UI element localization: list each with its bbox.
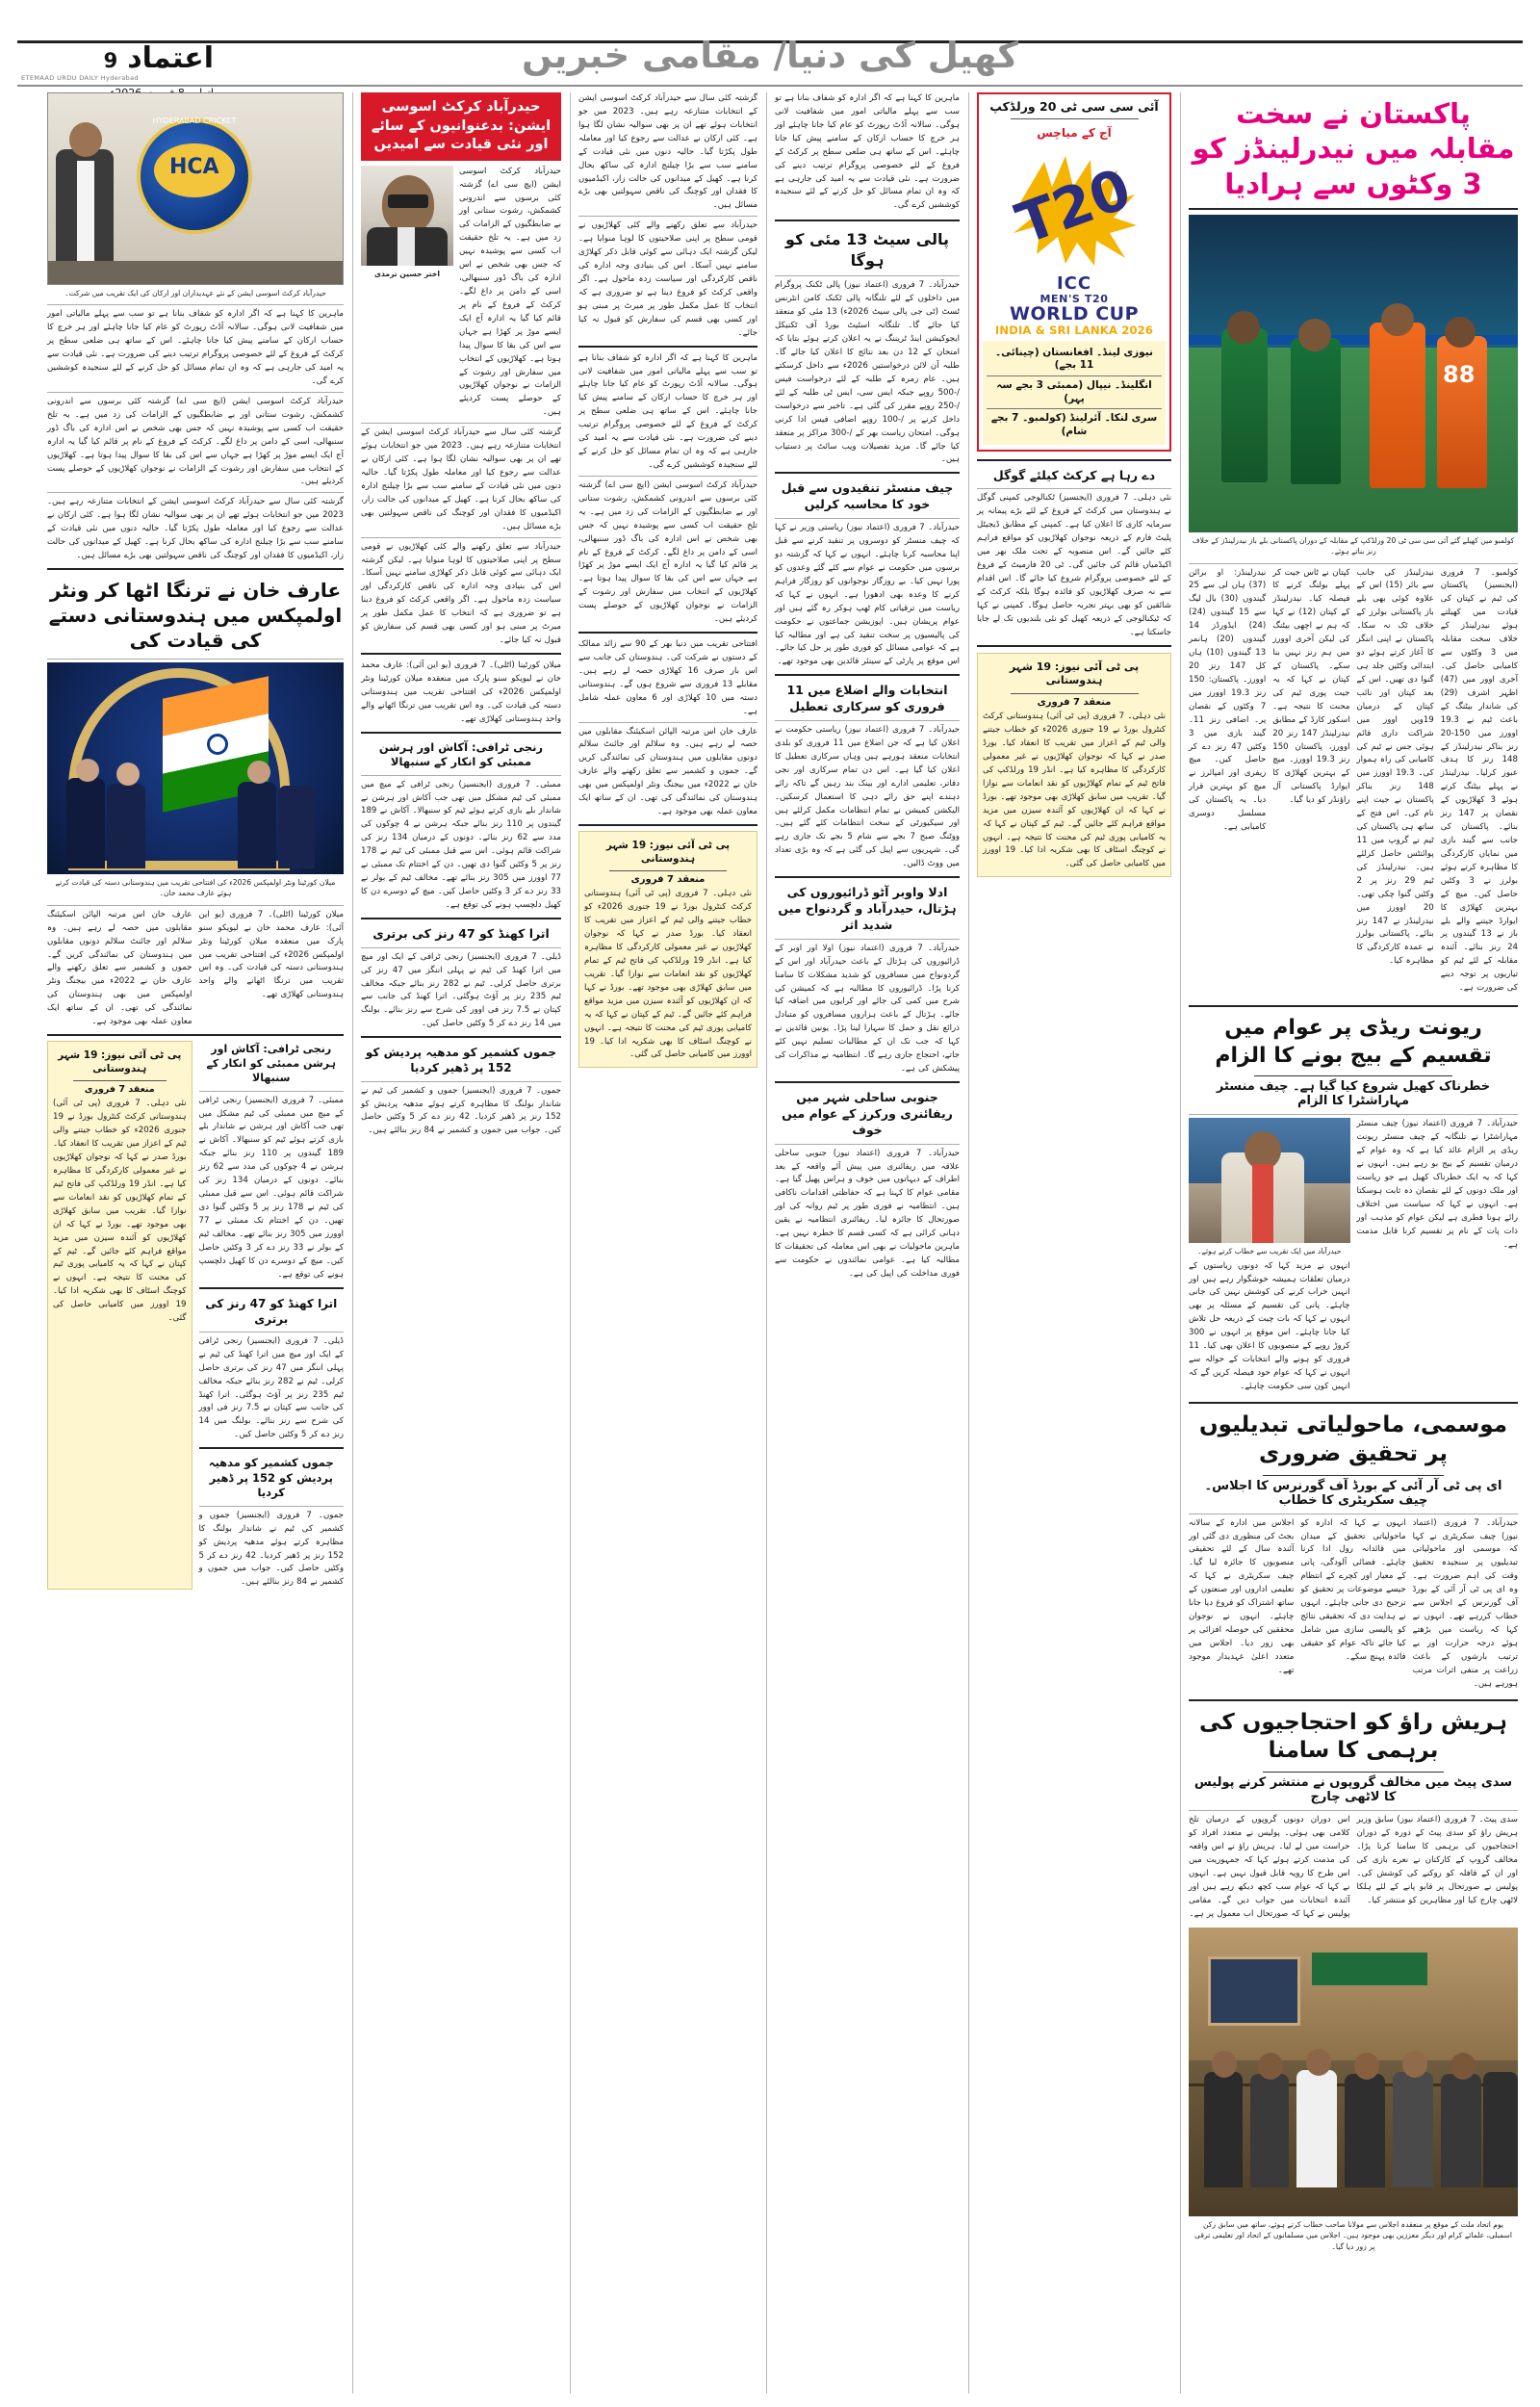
paper-name: اعتماد <box>127 41 214 75</box>
lead-photo-caption: کولمبو میں کھیلے گئے آئی سی سی ٹی 20 ورلڈکپ کے مقابلہ کے دوران پاکستانی بلے باز نیدرلینڈز کے خلاف رنز بناتے ہوئے۔ <box>1192 535 1515 556</box>
t20-host-text: INDIA & SRI LANKA 2026 <box>994 323 1154 337</box>
column-divider <box>968 92 969 2394</box>
divider <box>775 275 960 276</box>
t20-logo-svg <box>1002 144 1146 270</box>
section-title: کھیل کی دنیا/ مقامی خبریں <box>522 35 1018 76</box>
divider <box>47 568 344 570</box>
ranji2-headline-2: اترا کھنڈ کو 47 رنز کی برتری <box>205 1296 338 1326</box>
petrol-headline: جنوبی ساحلی شہر میں ریفائنری ورکرز کے عوام میں خوف <box>782 1090 953 1137</box>
jammu-headline-2: جموں کشمیر کو مدھیہ پردیش کو 152 پر ڈھیر کردیا <box>208 1456 334 1500</box>
revanth-headline: ریونت ریڈی پر عوام میں تقسیم کے بیج بونے کا الزام <box>1215 1016 1492 1068</box>
t20-mens-text: MEN'S T20 <box>1040 293 1109 306</box>
divider <box>199 1506 345 1507</box>
divider <box>361 918 561 919</box>
polycet-headline: پالی سیٹ 13 مئی کو ہوگا <box>785 230 949 270</box>
divider <box>199 1332 345 1333</box>
column-e <box>356 92 566 2394</box>
column-f <box>42 92 348 2394</box>
t20-logo <box>983 141 1166 275</box>
hca-group-caption: حیدرآباد کرکٹ اسوسی ایشن کے نئے عہدیداران اور ارکان کی ایک تقریب میں شرکت۔ <box>64 289 326 298</box>
divider <box>1263 1475 1444 1476</box>
revanth-body-right: حیدرآباد۔ 7 فروری (اعتماد نیوز) چیف منسٹر مہاراشٹرا نے تلنگانہ کے چیف منسٹر ریونت ریڈی پر الزام عائد کیا ہے کہ وہ عوام کے درمیان تقسیم کے بیج بو رہے ہیں۔ انہوں نے کہا کہ یہ ایک خطرناک کھیل ہے جو ریاست اور ملک دونوں کے لئے نقصان دہ ثابت ہوسکتا ہے۔ انہوں نے کہا کہ سیاست میں اختلاف رائے ہونا فطری ہے لیکن عوام کو مذہب اور ذات پات کے نام پر تقسیم کرنا قابل مذمت ہے۔ <box>1356 1119 1518 1250</box>
pti-lower-headline: پی ٹی آئی نیوز: 19 شہر ہندوستانی <box>605 840 731 866</box>
ranji-body-2: ممبئی۔ 7 فروری (ایجنسیز) رنجی ٹرافی کے میچ میں ممبئی کی ٹیم مشکل میں تھی جب آکاش اور ہرشن نے شاندار بلے بازی کرتے ہوئے ٹیم کو سنبھالا۔ آکاش نے 189 گیندوں پر 110 رنز بنائے جبکہ ہرشن نے 4 چوکوں کی مدد سے 62 رنز بنائے۔ دونوں کے درمیان 134 رنز کی شراکت قائم ہوئی۔ اس سے قبل ممبئی کی ٹیم نے 178 رنز پر 5 وکٹیں گنوا دی تھیں۔ دن کے اختتام تک ممبئی نے 77 اوورز میں 305 رنز بنائے تھے۔ مخالف ٹیم کے بولر نے 33 رنز دے کر 3 وکٹیں حاصل کیں۔ میچ کے دوسرے دن کا کھیل دلچسپ ہونے کی توقع ہے۔ <box>198 1095 345 1280</box>
t20-fixtures-list <box>983 341 1166 445</box>
svg-text:T20: T20 <box>1008 155 1140 257</box>
fixture-item: انگلینڈ۔ نیپال (ممبئی 3 بجے سہ پہر) <box>987 375 1162 408</box>
hca-body-3b: ماہرین کا کہنا ہے کہ اگر ادارہ کو شفاف بنانا ہے تو سب سے پہلے مالیاتی امور میں شفافیت لانی ہوگی۔ سالانہ آڈٹ رپورٹ کو عام کیا جانا چاہئے اور ہر خرچ کا حساب ارکان کے سامنے پیش کیا جانا چاہئے۔ اس کے ساتھ ہی ضلعی سطح پر کرکٹ کے فروغ کے لئے خصوصی پروگرام ترتیب دینے کی ضرورت ہے۔ نئی قیادت سے یہ امید کی جارہی ہے کہ وہ ان تمام مسائل کو حل کرنے کے لئے سنجیدہ کوششیں کرے گی۔ <box>578 352 757 470</box>
column-d <box>574 92 762 2394</box>
pti-lower-subhead: منعقد 7 فروری <box>630 874 706 886</box>
t20-icc-text: ICC <box>1056 273 1092 295</box>
petrol-body: حیدرآباد۔ 7 فروری (اعتماد نیوز) جنوبی ساحلی علاقہ میں ریفائنری میں پیش آئے واقعہ کے بعد اطراف کے دیہاتوں میں خوف و ہراس پھیل گیا ہے۔ مقامی عوام کا کہنا ہے کہ حفاظتی اقدامات ناکافی ہیں۔ انتظامیہ نے فوری طور پر ٹیم روانہ کی اور صورتحال کا جائزہ لیا۔ ریفائنری انتظامیہ نے یقین دہانی کرائی ہے کہ کسی قسم کا خطرہ نہیں ہے۔ ماہرین ماحولیات نے بھی اس معاملہ کی تحقیقات کا مطالبہ کیا ہے۔ عوامی نمائندوں نے حکومت سے فوری مداخلت کی اپیل کی ہے۔ <box>775 1148 960 1279</box>
pti-box-lower <box>578 831 757 1068</box>
divider <box>1189 1699 1518 1701</box>
hca-body-2: گزشتہ کئی سال سے حیدرآباد کرکٹ اسوسی ایشن کے انتخابات متنازعہ رہے ہیں۔ 2023 میں جو انتخابات ہوئے تھے ان پر بھی سوالیہ نشان لگا ہوا ہے۔ کئی ارکان نے عدالت سے رجوع کیا اور معاملہ طول پکڑتا گیا۔ حالیہ دنوں میں نئی قیادت کے سامنے سب سے بڑا چیلنج ادارہ کی ساکھ بحال کرنا ہے۔ کھیل کے میدانوں کی حالت زار، اکیڈمیوں کا فقدان اور کوچنگ کی ناقص سہولتیں بھی بڑے مسائل ہیں۔ <box>578 93 757 211</box>
ranji2-headline: اترا کھنڈ کو 47 رنز کی برتری <box>372 925 550 941</box>
divider <box>578 722 757 723</box>
column-c <box>770 92 964 2394</box>
t20-box-title: آئی سی سی ٹی 20 ورلڈکپ <box>989 99 1159 114</box>
pti-headline-2: پی ٹی آئی نیوز: 19 شہر ہندوستانی <box>58 1049 182 1075</box>
divider <box>47 905 344 906</box>
hca-body-1: حیدرآباد کرکٹ اسوسی ایشن (ایچ سی اے) گزشتہ کئی برسوں سے اندرونی کشمکش، رشوت ستانی اور بے ضابطگیوں کے الزامات کی زد میں ہے۔ یہ تلخ حقیقت اب کسی سے پوشیدہ نہیں کہ جس بھی شخص نے اس ادارہ کی باگ ڈور سنبھالی، اسی کے دامن پر داغ لگے۔ کرکٹ کے فروغ کے نام پر قائم کیا گیا یہ ادارہ آج ایک ایسے موڑ پر کھڑا ہے جہاں سے اس کی بقا کا سوال پیدا ہوتا ہے۔ کھلاڑیوں کے انتخاب میں سفارش اور رشوت کے الزامات نے نوجوان کھلاڑیوں کے حوصلے پست کردیئے ہیں۔ <box>459 166 561 418</box>
climate-body-2: انہوں نے کہا کہ ادارہ کو ماحولیاتی تحقیق کے میدان میں قائدانہ رول ادا کرنا چاہئے۔ فضائی آلودگی، پانی کے معیار اور کچرے کے انتظام جیسے موضوعات پر تحقیق کو ترجیح دی جانی چاہئے۔ انہوں نے ہدایت دی کہ تحقیقی نتائج کو پالیسی سازی میں شامل کیا جائے تاکہ عوام کو حقیقی فائدہ پہنچ سکے۔ <box>1300 1517 1406 1662</box>
elections-headline: انتخابات والے اضلاع میں 11 فروری کو سرکاری تعطیل <box>786 683 948 714</box>
column-lead <box>1184 92 1523 2394</box>
cm-critics-body: حیدرآباد۔ 7 فروری (اعتماد نیوز) ریاستی وزیر نے کہا کہ چیف منسٹر کو دوسروں پر تنقید کرنے سے قبل اپنا محاسبہ کرنا چاہئے۔ انہوں نے کہا کہ گزشتہ دو برسوں میں حکومت نے عوام سے کئے گئے وعدوں کو پورا نہیں کیا۔ بے روزگار نوجوانوں کو روزگار فراہم کرنے کا وعدہ بھی ادھورا ہے۔ انہوں نے کہا کہ ریاست میں ترقیاتی کام ٹھپ ہوکر رہ گئے ہیں اور عوام پریشان ہیں۔ اپوزیشن جماعتوں نے حکومت کی پالیسیوں پر سخت تنقید کی ہے اور مطالبہ کیا ہے کہ عوامی مسائل کو فوری طور پر حل کیا جائے۔ اس موقع پر پارٹی کے سینئر قائدین بھی موجود تھے۔ <box>775 523 960 667</box>
column-divider <box>1180 92 1181 2394</box>
divider <box>361 775 561 776</box>
hca-banner: حیدرآباد کرکٹ اسوسی ایشن: بدعنوانیوں کے سائے اور نئی قیادت سے امیدیں <box>361 92 561 161</box>
divider <box>1189 563 1518 564</box>
polycet-body: حیدرآباد۔ 7 فروری (اعتماد نیوز) پالی ٹکنک پروگرام میں داخلوں کے لئے تلنگانہ پالی ٹکنک کامن انٹرنس ٹسٹ (ٹی جی پالی سیٹ 2026ء) 13 مئی کو منعقد کیا جائے گا۔ تلنگانہ اسٹیٹ بورڈ آف ٹکنیکل ایجوکیشن اینڈ ٹریننگ نے یہ اعلان کرتے ہوئے بتایا کہ امتحان کے 12 دن بعد نتائج کا اعلان کیا جائے گا۔ طلبہ آن لائن درخواستیں 2026ء سے داخل کرسکتے ہیں۔ عام زمرہ کے طلبہ کے لئے درخواست فیس /-500 روپے جبکہ ایس سی، ایس ٹی طلبہ کے لئے /-250 روپے مقرر کی گئی ہے۔ تاخیر سے درخواست داخل کرنے پر /-100 روپے اضافی فیس ادا کرنی ہوگی۔ امتحان ریاست بھر کے /-300 مراکز پر منعقد کیا جائے گا۔ مزید تفصیلات ویب سائٹ پر دستیاب ہیں۔ <box>775 280 961 465</box>
divider <box>1263 1772 1444 1773</box>
column-divider <box>570 92 571 2394</box>
divider <box>775 1144 960 1145</box>
divider <box>361 1081 561 1082</box>
polycet-intro: ماہرین کا کہنا ہے کہ اگر ادارہ کو شفاف بنانا ہے تو سب سے پہلے مالیاتی امور میں شفافیت لانی ہوگی۔ سالانہ آڈٹ رپورٹ کو عام کیا جانا چاہئے اور ہر خرچ کا حساب ارکان کے سامنے پیش کیا جانا چاہئے۔ اس کے ساتھ ہی ضلعی سطح پر کرکٹ کے فروغ کے لئے خصوصی پروگرام ترتیب دینے کی ضرورت ہے۔ نئی قیادت سے یہ امید کی جارہی ہے کہ وہ ان تمام مسائل کو حل کرنے کے لئے سنجیدہ کوششیں کرے گی۔ <box>775 93 960 211</box>
page-number: 9 <box>103 49 118 72</box>
divider <box>361 537 561 538</box>
jammu-headline: جموں کشمیر کو مدھیہ پردیش کو 152 پر ڈھیر کردیا <box>365 1046 557 1075</box>
divider <box>1189 1114 1518 1115</box>
divider <box>775 939 960 940</box>
arif-headline: عارف خان نے ترنگا اٹھا کر ونٹر اولمپکس میں ہندوستانی دستے کی قیادت کی <box>48 578 343 652</box>
harish-subhead: سدی پیٹ میں مخالف گروپوں نے منتشر کرنے پولیس کا لاٹھی چارج <box>1194 1775 1513 1805</box>
arif-body-right: میلان کورٹینا (اٹلی)۔ 7 فروری (یو این آئی): عارف محمد خان نے لیویکو سنو پارک میں منعقدہ میلان کورٹینا ونٹر اولمپکس 2026ء کی افتتاحی تقریب میں ہندوستانی دستہ کی قیادت کی۔ وہ اس تقریب میں ترنگا اٹھانے والے واحد ہندوستانی کھلاڑی تھے۔ <box>361 660 561 724</box>
pti-headline: پی ٹی آئی نیوز: 19 شہر ہندوستانی <box>1009 660 1140 687</box>
hall-photo-caption: یوم اتحاد ملت کے موقع پر منعقدہ اجلاس سے مولانا صاحب خطاب کرتے ہوئے، ساتھ میں سابق رکن اسمبلی، علمائے کرام اور دیگر معززین بھی موجود ہیں۔ اجلاس میں مسلمانوں کے اتحاد اور تعلیمی ترقی پر زور دیا گیا۔ <box>1194 2219 1513 2251</box>
pti-subhead-2: منعقد 7 فروری <box>84 1084 155 1096</box>
divider <box>578 346 757 348</box>
divider <box>578 216 757 217</box>
ranji-body: ممبئی۔ 7 فروری (ایجنسیز) رنجی ٹرافی کے میچ میں ممبئی کی ٹیم مشکل میں تھی جب آکاش اور ہرشن نے شاندار بلے بازی کرتے ہوئے ٹیم کو سنبھالا۔ آکاش نے 189 گیندوں پر 110 رنز بنائے جبکہ ہرشن نے 4 چوکوں کی مدد سے 62 رنز بنائے۔ دونوں کے درمیان 134 رنز کی شراکت قائم ہوئی۔ اس سے قبل ممبئی کی ٹیم نے 178 رنز پر 5 وکٹیں گنوا دی تھیں۔ دن کے اختتام تک ممبئی نے 77 اوورز میں 305 رنز بنائے تھے۔ مخالف ٹیم کے بولر نے 33 رنز دے کر 3 وکٹیں حاصل کیں۔ میچ کے دوسرے دن کا کھیل دلچسپ ہونے کی توقع ہے۔ <box>361 779 562 910</box>
hall-photo <box>1189 1928 1518 2216</box>
divider <box>775 472 960 474</box>
climate-subhead: ای پی ٹی آر آئی کے بورڈ آف گورنرس کا اجلاس۔ چیف سکریٹری کا خطاب <box>1204 1478 1502 1508</box>
divider <box>1254 1075 1451 1076</box>
divider <box>361 653 561 655</box>
divider <box>199 1447 345 1449</box>
hca-portrait-caption: اختر حسین ترمذی <box>374 269 440 278</box>
pti-body-2: نئی دہلی۔ 7 فروری (پی ٹی آئی) ہندوستانی کرکٹ کنٹرول بورڈ نے 19 جنوری 2026ء کو خطاب جیتنے والی ٹیم کے اعزاز میں تقریب کا انعقاد کیا۔ بورڈ صدر نے کہا کہ نوجوان کھلاڑیوں نے غیر معمولی کارکردگی کا مظاہرہ کیا ہے۔ انڈر 19 ورلڈکپ کی فاتح ٹیم کے تمام کھلاڑیوں کو نقد انعامات سے نوازا گیا۔ تقریب میں سابق کھلاڑی بھی موجود تھے۔ بورڈ نے کہا کہ ان کھلاڑیوں کو آئندہ سیزن میں مزید مواقع فراہم کئے جائیں گے۔ ٹیم کے کپتان نے کہا کہ یہ کامیابی پوری ٹیم کی محنت کا نتیجہ ہے۔ انہوں نے کوچنگ اسٹاف کا بھی شکریہ ادا کیا۔ 19 اوورز میں کامیابی حاصل کی گئی۔ <box>53 1099 187 1324</box>
divider <box>775 674 960 676</box>
lead-photo: 88 <box>1189 215 1518 532</box>
revanth-body-left: انہوں نے مزید کہا کہ دونوں ریاستوں کے درمیان تعلقات ہمیشہ خوشگوار رہے ہیں اور انہیں خراب کرنے کی کوشش نہیں کی جانی چاہئے۔ پانی کی تقسیم کے مسئلہ پر بھی انہوں نے کہا کہ بات چیت کے ذریعہ حل تلاش کیا جانا چاہئے۔ اس موقع پر انہوں نے 300 کروڑ روپے کے منصوبوں کا اعلان بھی کیا۔ 11 فروری کو ہونے والے انتخابات کے حوالہ سے انہوں نے کہا کہ عوام خود فیصلہ کریں گے کہ انہیں کون سی حکومت چاہئے۔ <box>1189 1260 1350 1391</box>
divider <box>1189 208 1518 210</box>
fixture-item: نیوزی لینڈ۔ افغانستان (چینائی۔ 11 بجے) <box>995 346 1153 372</box>
paper-subtitle: ETEMAAD URDU DAILY Hyderabad <box>21 74 140 82</box>
divider <box>361 732 561 734</box>
masthead <box>0 0 1540 89</box>
pti-box <box>977 653 1171 878</box>
column-b <box>972 92 1176 2394</box>
lead-body-col-2: نیدرلینڈز کی جانب سے بائر (15) اس کے علاوہ کوئی بھی بلے باز پاکستانی بولرز کے خلاف ٹک نہ سکا۔ پاکستان نے اپنی اننگز کا آغاز کرتے ہوئے دو ابتدائی وکٹیں جلد ہی گنوا دی تھیں۔ اس کے بعد کپتان اور نائب کپتان کے درمیان 19ویں اوور میں شراکت داری قائم ہوئی جس نے ٹیم کی کامیابی کی راہ ہموار کی۔ 19.3 اوورز میں 148 رنز بناکر پاکستان نے جیت اپنے نام کی۔ اس فتح کے ساتھ ہی پاکستان کی ٹیم نے گروپ میں 11 پوائنٹس حاصل کرلئے ہیں۔ نیدرلینڈز کی ٹیم 29 رنز پر 2 وکٹیں گنوا چکی تھی۔ 20 اوورز میں نیدرلینڈز نے 147 رنز بنائے۔ پاکستانی بولرز نے عمدہ کارکردگی کا مظاہرہ کیا۔ <box>1356 567 1434 967</box>
divider <box>47 304 344 305</box>
divider <box>1189 1810 1518 1811</box>
column-divider <box>352 92 353 2394</box>
arif-photo <box>47 662 344 874</box>
t20-today-label: آج کے میاچس <box>1037 126 1112 141</box>
ranji-headline: رنجی ٹرافی: آکاش اور ہرشن ممبئی کو انکار کے سنبھالا <box>378 739 544 769</box>
divider <box>199 1091 345 1092</box>
divider <box>578 476 757 477</box>
divider <box>1189 1402 1518 1404</box>
ranji-headline-2: رنجی ٹرافی: آکاش اور ہرشن ممبئی کو انکار کے سنبھالا <box>206 1043 336 1084</box>
masthead-bottom-rule <box>17 85 1523 87</box>
hca-body-1c: حیدرآباد کرکٹ اسوسی ایشن (ایچ سی اے) گزشتہ کئی برسوں سے اندرونی کشمکش، رشوت ستانی اور بے ضابطگیوں کے الزامات کی زد میں ہے۔ یہ تلخ حقیقت اب کسی سے پوشیدہ نہیں کہ جس بھی شخص نے اس ادارہ کی باگ ڈور سنبھالی، اسی کے دامن پر داغ لگے۔ کرکٹ کے فروغ کے نام پر قائم کیا گیا یہ ادارہ آج ایک ایسے موڑ پر کھڑا ہے جہاں سے اس کی بقا کا سوال پیدا ہوتا ہے۔ کھلاڑیوں کے انتخاب میں سفارش اور رشوت کے الزامات نے نوجوان کھلاڑیوں کے حوصلے پست کردیئے ہیں۔ <box>47 396 344 487</box>
hospital-headline: ادلا واوبر آٹو ڈرائیوروں کی ہڑتال، حیدرآباد و گردنواح میں شدید اثر <box>778 885 957 932</box>
divider <box>578 824 757 826</box>
revanth-photo-caption: حیدرآباد میں ایک تقریب سے خطاب کرتے ہوئے۔ <box>1197 1247 1342 1256</box>
jammu-body: جموں۔ 7 فروری (ایجنسیز) جموں و کشمیر کی ٹیم نے شاندار بولنگ کا مظاہرہ کرتے ہوئے مدھیہ پردیش کو 152 رنز پر ڈھیر کردیا۔ 42 رنز دے کر 5 وکٹیں حاصل کیں۔ جواب میں جموں و کشمیر نے 84 رنز بنالئے ہیں۔ <box>361 1085 562 1136</box>
harish-headline: ہریش راؤ کو احتجاجیوں کی برہمی کا سامنا <box>1199 1709 1507 1764</box>
divider <box>361 1036 561 1038</box>
divider <box>361 423 561 424</box>
divider <box>1189 1005 1518 1007</box>
revanth-subhead: خطرناک کھیل شروع کیا گیا ہے۔ چیف منسٹر مہاراشٹرا کا الزام <box>1216 1079 1491 1109</box>
divider <box>1011 693 1139 694</box>
google-body: نئی دہلی۔ 7 فروری (ایجنسیز) ٹکنالوجی کمپنی گوگل نے ہندوستان میں کرکٹ کے فروغ کے لئے بڑے پیمانہ پر سرمایہ کاری کا اعلان کیا ہے۔ کمپنی کے مطابق ڈیجیٹل پلیٹ فارم کے ذریعہ نوجوان کھلاڑیوں کو مواقع فراہم کئے جائیں گے۔ اس منصوبہ کے تحت ملک بھر میں اکیڈمیاں قائم کی جائیں گی۔ ٹی 20 فارمیٹ کے فروغ کے لئے خصوصی پروگرام شروع کیا جائے گا۔ اس اقدام سے نہ صرف کھلاڑیوں کو فائدہ ہوگا بلکہ کرکٹ کے شائقین کو بھی بہتر تجربہ حاصل ہوگا۔ کمپنی نے کہا کہ ٹیکنالوجی کے ذریعہ کھیل کو نئی بلندیوں تک لے جایا جاسکتا ہے۔ <box>977 493 1171 637</box>
lead-body-col-3: کپتان نے ٹاس جیت کر پہلے بولنگ کرنے کا فیصلہ کیا۔ نیدرلینڈز کے کپتان (12) نے کہا کہ ہم نے اچھی بیٹنگ کی لیکن آخری اوورز میں ہم رنز نہیں بنا سکے۔ پاکستان کے کپتان نے کہا کہ یہ جیت پوری ٹیم کی محنت کا نتیجہ ہے۔ اسکور کارڈ کے مطابق نیدرلینڈز 147 رنز 20 اوورز، پاکستان 150 رنز 19.3 اوورز۔ میچ کے بہترین کھلاڑی کا ایوارڈ پاکستانی آل راؤنڈر کو دیا گیا۔ <box>1272 567 1350 806</box>
arif-body-left2: عارف خان اس مرتبہ الپائن اسکیئنگ مقابلوں میں حصہ لے رہے ہیں۔ وہ سلالم اور جائنٹ سلالم دونوں مقابلوں میں ہندوستان کی نمائندگی کریں گے۔ جموں و کشمیر سے تعلق رکھنے والے عارف خان نے 2022ء میں بیجنگ ونٹر اولمپکس میں بھی ہندوستان کی نمائندگی کی تھی۔ ان کے ساتھ ایک معاون عملہ بھی موجود ہے۔ <box>578 726 757 817</box>
lead-body-col-1: کولمبو۔ 7 فروری (ایجنسیز) پاکستان کی ٹیم نے کپتان کی قیادت میں کھیلتے ہوئے نیدرلینڈز کے خلاف سخت مقابلہ میں 3 وکٹوں سے کامیابی حاصل کی۔ آخری اوور میں (47) اظہر اشرف (29) کی شاندار بیٹنگ کے باعث ٹیم نے 19.3 اوورز میں 150-20 رنز بناکر نیدرلینڈز کے 148 رنز کا ہدف عبور کرلیا۔ نیدرلینڈز نے پہلے بیٹنگ کرتے ہوئے 3 کھلاڑیوں کے نقصان پر 147 رنز بنائے۔ پاکستان کی جانب سے گیند بازی میں نمایاں کارکردگی کا مظاہرہ کرتے ہوئے بولرز نے 3 وکٹیں حاصل کیں۔ میچ کے بہترین کھلاڑی کا ایوارڈ جیتنے والے بلے باز نے 13 گیندوں پر 24 رنز بنائے۔ آئندہ مقابلہ کے لئے ٹیم کو تیاریوں پر توجہ دینے کی ضرورت ہے۔ <box>1440 567 1519 994</box>
page-grid <box>17 92 1523 2394</box>
t20-worldcup-box <box>977 92 1171 452</box>
divider <box>578 632 757 634</box>
divider <box>775 518 960 519</box>
t20-wordmark <box>983 275 1166 335</box>
google-headline: دے رہا ہے کرکٹ کیلئے گوگل <box>992 467 1156 482</box>
harish-body-right: سدی پیٹ۔ 7 فروری (اعتماد نیوز) سابق وزیر ہریش راؤ کو سدی پیٹ کے دورہ کے دوران احتجاجیوں کی برہمی کا سامنا کرنا پڑا۔ مخالف گروپ کے کارکنان نے نعرے بازی کی اور ان کے قافلہ کو روکنے کی کوشش کی۔ پولیس نے صورتحال پر قابو پانے کے لئے ہلکا لاٹھی چارج کیا اور مظاہرین کو منتشر کیا۔ <box>1356 1815 1518 1905</box>
lead-headline: پاکستان نے سخت مقابلہ میں نیدرلینڈز کو 3 وکٹوں سے ہرادیا <box>1192 97 1515 200</box>
cm-critics-headline: چیف منسٹر تنقیدوں سے قبل خود کا محاسبہ کرلیں <box>781 480 954 512</box>
pti-subhead: منعقد 7 فروری <box>1037 697 1112 709</box>
divider <box>977 645 1171 647</box>
climate-body-3: اجلاس میں ادارہ کے سالانہ بجٹ کی منظوری دی گئی اور آئندہ سال کے لئے تحقیقی منصوبوں کا جائزہ لیا گیا۔ چیف سکریٹری نے کہا کہ تعلیمی اداروں اور صنعتوں کے ساتھ اشتراک کو فروغ دیا جانا چاہئے۔ انہوں نے نوجوان محققین کی حوصلہ افزائی پر بھی زور دیا۔ اجلاس میں متعدد اعلیٰ عہدیدار موجود تھے۔ <box>1189 1517 1295 1675</box>
divider <box>47 659 344 660</box>
hca-body-3: ماہرین کا کہنا ہے کہ اگر ادارہ کو شفاف بنانا ہے تو سب سے پہلے مالیاتی امور میں شفافیت لانی ہوگی۔ سالانہ آڈٹ رپورٹ کو عام کیا جانا چاہئے اور ہر خرچ کا حساب ارکان کے سامنے پیش کیا جانا چاہئے۔ اس کے ساتھ ہی ضلعی سطح پر کرکٹ کے فروغ کے لئے خصوصی پروگرام ترتیب دینے کی ضرورت ہے۔ نئی قیادت سے یہ امید کی جارہی ہے کہ وہ ان تمام مسائل کو حل کرنے کے لئے سنجیدہ کوششیں کرے گی۔ <box>47 309 344 386</box>
lead-body-col-4: نیدرلینڈز: او برائن (37) ہاں لی سے 25 گیندوں (30) بال لیگ سے 15 گیندوں (24) (24) ایڈورڈز 14 گیندوں (20) ہانمر 13 گیندوں (10) ہاں کل 147 رنز 20 اوورز۔ پاکستان: 150 رنز 19.3 اوورز میں 7 وکٹوں کے نقصان پر۔ اضافی رنز 11۔ گیند بازی میں 3 وکٹیں 47 رنز دے کر حاصل کیں۔ میچ ریفری اور امپائرز نے میچ کو بہترین قرار دیا۔ یہ پاکستان کی مسلسل دوسری کامیابی ہے۔ <box>1189 567 1267 833</box>
hospital-body: حیدرآباد۔ 7 فروری (اعتماد نیوز) اولا اور اوبر کے ڈرائیوروں کی ہڑتال کے باعث حیدرآباد اور اس کے گردونواح میں مسافروں کو شدید مشکلات کا سامنا کرنا پڑا۔ ڈرائیوروں کا مطالبہ ہے کہ کمیشن کی شرح میں کمی کی جائے اور کرایوں میں اضافہ کیا جائے۔ ہڑتال کے باعث ہزاروں مسافروں کو متبادل ذرائع نقل و حمل کا سہارا لینا پڑا۔ یونین قائدین نے کہا کہ جب تک ان کے مطالبات تسلیم نہیں کئے جاتے، احتجاج جاری رہے گا۔ انتظامیہ نے مذاکرات کی پیشکش کی ہے۔ <box>775 943 960 1074</box>
hca-body-2c: گزشتہ کئی سال سے حیدرآباد کرکٹ اسوسی ایشن کے انتخابات متنازعہ رہے ہیں۔ 2023 میں جو انتخابات ہوئے تھے ان پر بھی سوالیہ نشان لگا ہوا ہے۔ کئی ارکان نے عدالت سے رجوع کیا اور معاملہ طول پکڑتا گیا۔ حالیہ دنوں میں نئی قیادت کے سامنے سب سے بڑا چیلنج ادارہ کی ساکھ بحال کرنا ہے۔ کھیل کے میدانوں کی حالت زار، اکیڈمیوں کا فقدان اور کوچنگ کی ناقص سہولتیں بھی بڑے مسائل ہیں۔ <box>47 497 344 561</box>
hca-group-photo: HCA HYDERABAD CRICKET <box>47 92 344 285</box>
ranji2-body-2: ڈیلی۔ 7 فروری (ایجنسیز) رنجی ٹرافی کے ایک اور میچ میں اترا کھنڈ کی ٹیم نے پہلی اننگز میں 47 رنز کی برتری حاصل کرلی۔ ٹیم نے 282 رنز بنائے جبکہ مخالف ٹیم 235 رنز پر آؤٹ ہوگئی۔ اترا کھنڈ کی جانب سے کپتان نے 7.5 رنز فی اوور کی شرح سے رنز بنائے۔ بولنگ میں 14 رنز دے کر 5 وکٹیں حاصل کیں۔ <box>198 1335 345 1440</box>
hca-body-1b: حیدرآباد کرکٹ اسوسی ایشن (ایچ سی اے) گزشتہ کئی برسوں سے اندرونی کشمکش، رشوت ستانی اور بے ضابطگیوں کے الزامات کی زد میں ہے۔ یہ تلخ حقیقت اب کسی سے پوشیدہ نہیں کہ جس بھی شخص نے اس ادارہ کی باگ ڈور سنبھالی، اسی کے دامن پر داغ لگے۔ کرکٹ کے فروغ کے نام پر قائم کیا گیا یہ ادارہ آج ایک ایسے موڑ پر کھڑا ہے جہاں سے اس کی بقا کا سوال پیدا ہوتا ہے۔ کھلاڑیوں کے انتخاب میں سفارش اور رشوت کے الزامات نے نوجوان کھلاڑیوں کے حوصلے پست کردیئے ہیں۔ <box>578 479 757 625</box>
column-divider <box>766 92 767 2394</box>
climate-body-1: حیدرآباد۔ 7 فروری (اعتماد نیوز) چیف سکریٹری نے کہا کہ موسمی اور ماحولیاتی تبدیلیوں پر سنجیدہ تحقیق وقت کی اہم ضرورت ہے۔ وہ ای پی ٹی آر آئی کے بورڈ آف گورنرس کے اجلاس سے خطاب کررہے تھے۔ انہوں نے کہا کہ ریاست میں بڑھتے ہوئے درجہ حرارت اور بے ترتیب بارشوں کے باعث زراعت پر منفی اثرات مرتب ہورہے ہیں۔ <box>1412 1517 1519 1689</box>
jammu-body-2: جموں۔ 7 فروری (ایجنسیز) جموں و کشمیر کی ٹیم نے شاندار بولنگ کا مظاہرہ کرتے ہوئے مدھیہ پردیش کو 152 رنز پر ڈھیر کردیا۔ 42 رنز دے کر 5 وکٹیں حاصل کیں۔ جواب میں جموں و کشمیر نے 84 رنز بنالئے ہیں۔ <box>198 1510 344 1588</box>
divider <box>977 488 1171 489</box>
hca-body-4b: حیدرآباد سے تعلق رکھنے والے کئی کھلاڑیوں نے قومی سطح پر اپنی صلاحیتوں کا لوہا منوایا ہے۔ لیکن گزشتہ ایک دہائی سے کوئی قابل ذکر کھلاڑی سامنے نہیں آسکا۔ اس کی بنیادی وجہ ادارہ کی ناقص کارکردگی اور سیاست زدہ ماحول ہے۔ اگر واقعی کرکٹ کو فروغ دینا ہے تو ضروری ہے کہ انتخاب کا عمل مکمل طور پر میرٹ پر مبنی ہو اور کسی بھی قسم کی سفارش کو قبول نہ کیا جائے۔ <box>361 541 561 646</box>
revanth-photo-wrap <box>1189 1118 1350 1394</box>
arif-photo-caption: میلان کورٹینا ونٹر اولمپکس 2026ء کی افتتاحی تقریب میں ہندوستانی دستہ کی قیادت کرتے ہوئے عارف محمد خان۔ <box>55 877 336 898</box>
divider <box>775 1081 960 1083</box>
hca-portrait <box>361 166 453 266</box>
pti-body: نئی دہلی۔ 7 فروری (پی ٹی آئی) ہندوستانی کرکٹ کنٹرول بورڈ نے 19 جنوری 2026ء کو خطاب جیتنے والی ٹیم کے اعزاز میں تقریب کا انعقاد کیا۔ بورڈ صدر نے کہا کہ نوجوان کھلاڑیوں نے غیر معمولی کارکردگی کا مظاہرہ کیا ہے۔ انڈر 19 ورلڈکپ کی فاتح ٹیم کے تمام کھلاڑیوں کو نقد انعامات سے نوازا گیا۔ تقریب میں سابق کھلاڑی بھی موجود تھے۔ بورڈ نے کہا کہ ان کھلاڑیوں کو آئندہ سیزن میں مزید مواقع فراہم کئے جائیں گے۔ ٹیم کے کپتان نے کہا کہ یہ کامیابی پوری ٹیم کی محنت کا نتیجہ ہے۔ انہوں نے کوچنگ اسٹاف کا بھی شکریہ ادا کیا۔ 19 اوورز میں کامیابی حاصل کی گئی۔ <box>983 712 1166 869</box>
divider <box>977 459 1171 461</box>
divider <box>47 1034 344 1036</box>
hca-portrait-wrap <box>361 166 453 421</box>
divider <box>775 720 960 721</box>
ranji2-body: ڈیلی۔ 7 فروری (ایجنسیز) رنجی ٹرافی کے ایک اور میچ میں اترا کھنڈ کی ٹیم نے پہلی اننگز میں 47 رنز کی برتری حاصل کرلی۔ ٹیم نے 282 رنز بنائے جبکہ مخالف ٹیم 235 رنز پر آؤٹ ہوگئی۔ اترا کھنڈ کی جانب سے کپتان نے 7.5 رنز فی اوور کی شرح سے رنز بنائے۔ بولنگ میں 14 رنز دے کر 5 وکٹیں حاصل کیں۔ <box>361 951 562 1029</box>
hca-body-4: حیدرآباد سے تعلق رکھنے والے کئی کھلاڑیوں نے قومی سطح پر اپنی صلاحیتوں کا لوہا منوایا ہے۔ لیکن گزشتہ ایک دہائی سے کوئی قابل ذکر کھلاڑی سامنے نہیں آسکا۔ اس کی بنیادی وجہ ادارہ کی ناقص کارکردگی اور سیاست زدہ ماحول ہے۔ اگر واقعی کرکٹ کو فروغ دینا ہے تو ضروری ہے کہ انتخاب کا عمل مکمل طور پر میرٹ پر مبنی ہو اور کسی بھی قسم کی سفارش کو قبول نہ کیا جائے۔ <box>578 220 757 338</box>
arif-body-right-2: میلان کورٹینا (اٹلی)۔ 7 فروری (یو این آئی): عارف محمد خان نے لیویکو سنو پارک میں منعقدہ میلان کورٹینا ونٹر اولمپکس 2026ء کی افتتاحی تقریب میں ہندوستانی دستہ کی قیادت کی۔ وہ اس تقریب میں ترنگا اٹھانے والے واحد ہندوستانی کھلاڑی تھے۔ <box>198 909 345 1000</box>
divider <box>361 947 561 948</box>
hca-body-2b: گزشتہ کئی سال سے حیدرآباد کرکٹ اسوسی ایشن کے انتخابات متنازعہ رہے ہیں۔ 2023 میں جو انتخابات ہوئے تھے ان پر بھی سوالیہ نشان لگا ہوا ہے۔ کئی ارکان نے عدالت سے رجوع کیا اور معاملہ طول پکڑتا گیا۔ حالیہ دنوں میں نئی قیادت کے سامنے سب سے بڑا چیلنج ادارہ کی ساکھ بحال کرنا ہے۔ کھیل کے میدانوں کی حالت زار، اکیڈمیوں کا فقدان اور کوچنگ کی ناقص سہولتیں بھی بڑے مسائل ہیں۔ <box>361 427 561 531</box>
polycet-story <box>775 92 960 213</box>
divider <box>73 1080 167 1081</box>
divider <box>609 870 727 871</box>
t20-worldcup-text: WORLD CUP <box>1009 302 1140 324</box>
revanth-photo <box>1189 1118 1350 1243</box>
divider <box>47 492 344 493</box>
divider <box>47 392 344 393</box>
divider <box>775 876 960 878</box>
pti-box-2 <box>47 1041 192 1590</box>
arif-body-mid: افتتاحی تقریب میں دنیا بھر کے 90 سے زائد ممالک کے دستوں نے شرکت کی۔ ہندوستان کی جانب سے اس بار صرف 16 کھلاڑی حصہ لے رہے ہیں۔ مقابلے 13 فروری سے شروع ہوں گے۔ ہندوستانی دستہ میں 10 کھلاڑی اور 6 معاون عملہ شامل ہے۔ <box>578 639 757 716</box>
pti-lower-body: نئی دہلی۔ 7 فروری (پی ٹی آئی) ہندوستانی کرکٹ کنٹرول بورڈ نے 19 جنوری 2026ء کو خطاب جیتنے والی ٹیم کے اعزاز میں تقریب کا انعقاد کیا۔ بورڈ صدر نے کہا کہ نوجوان کھلاڑیوں نے غیر معمولی کارکردگی کا مظاہرہ کیا ہے۔ انڈر 19 ورلڈکپ کی فاتح ٹیم کے تمام کھلاڑیوں کو نقد انعامات سے نوازا گیا۔ تقریب میں سابق کھلاڑی بھی موجود تھے۔ بورڈ نے کہا کہ ان کھلاڑیوں کو آئندہ سیزن میں مزید مواقع فراہم کئے جائیں گے۔ ٹیم کے کپتان نے کہا کہ یہ کامیابی پوری ٹیم کی محنت کا نتیجہ ہے۔ انہوں نے کوچنگ اسٹاف کا بھی شکریہ ادا کیا۔ 19 اوورز میں کامیابی حاصل کی گئی۔ <box>584 889 752 1060</box>
divider <box>199 1287 345 1289</box>
fixture-item: سری لنکا۔ آئرلینڈ (کولمبو۔ 7 بجے شام) <box>987 408 1162 441</box>
climate-headline: موسمی، ماحولیاتی تبدیلیوں پر تحقیق ضروری <box>1199 1411 1507 1466</box>
divider <box>775 220 960 221</box>
elections-body: حیدرآباد۔ 7 فروری (اعتماد نیوز) ریاستی حکومت نے اعلان کیا ہے کہ جن اضلاع میں 11 فروری کو بلدی انتخابات منعقد ہورہے ہیں وہاں سرکاری تعطیل کا اعلان کیا گیا ہے۔ اس دن تمام سرکاری اور نجی دفاتر، تعلیمی ادارے اور بینک بند رہیں گے تاکہ رائے دہندے اپنے حق رائے دہی کا استعمال کرسکیں۔ الیکشن کمیشن نے تمام انتظامات مکمل کرلئے ہیں اور سیکیورٹی کے سخت انتظامات کئے گئے ہیں۔ ووٹنگ صبح 7 بجے سے شام 5 بجے تک جاری رہے گی۔ شہریوں سے اپیل کی گئی ہے کہ وہ بڑی تعداد میں ووٹ ڈالیں۔ <box>775 725 961 869</box>
divider <box>1011 118 1139 119</box>
harish-body-left: اس دوران دونوں گروپوں کے درمیان تلخ کلامی بھی ہوئی۔ پولیس نے متعدد افراد کو حراست میں لے لیا۔ ہریش راؤ نے اس واقعہ کی مذمت کرتے ہوئے کہا کہ جمہوریت میں اس طرح کا رویہ قابل قبول نہیں ہے۔ انہوں نے کہا کہ عوام سب کچھ دیکھ رہے ہیں اور آئندہ انتخابات میں جواب دیں گے۔ مقامی پولیس نے کہا کہ صورتحال اب معمول پر ہے۔ <box>1189 1815 1350 1919</box>
arif-body-left-2: عارف خان اس مرتبہ الپائن اسکیئنگ مقابلوں میں حصہ لے رہے ہیں۔ وہ سلالم اور جائنٹ سلالم دونوں مقابلوں میں ہندوستان کی نمائندگی کریں گے۔ جموں و کشمیر سے تعلق رکھنے والے عارف خان نے 2022ء میں بیجنگ ونٹر اولمپکس میں بھی ہندوستان کی نمائندگی کی تھی۔ ان کے ساتھ ایک معاون عملہ بھی موجود ہے۔ <box>47 909 192 1027</box>
ranji-block <box>199 1041 345 1590</box>
